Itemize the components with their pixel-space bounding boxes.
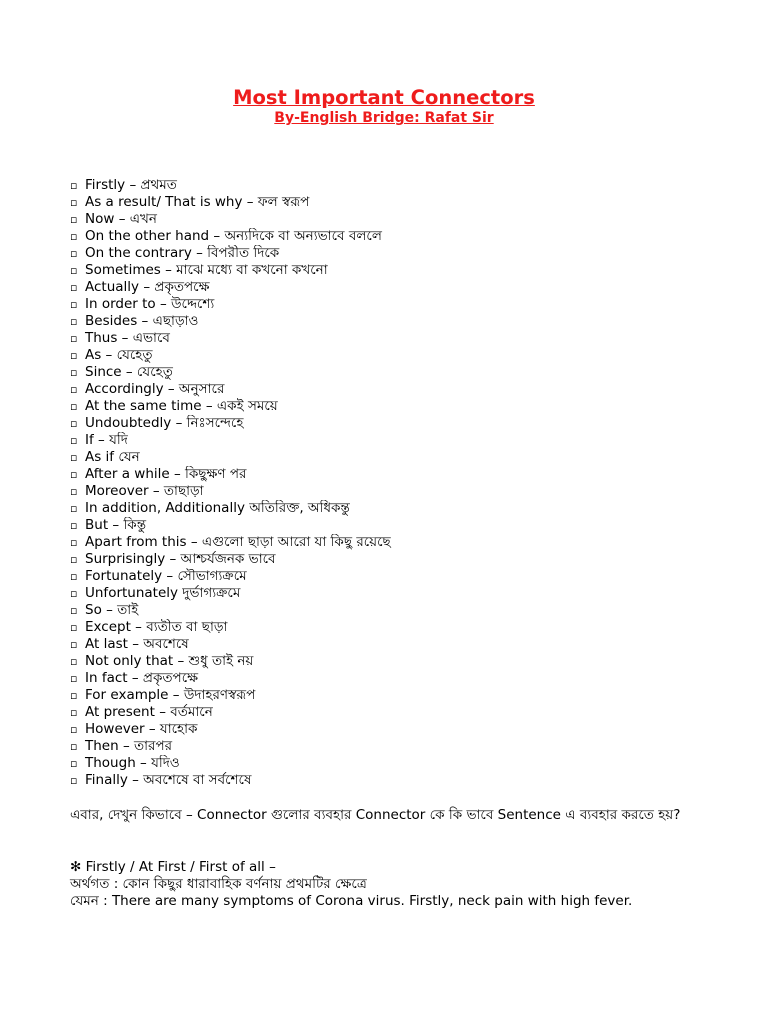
- connector-item: [70, 500, 710, 517]
- connector-text: In addition, Additionally অতিরিক্ত, অধিকন্তু: [85, 500, 350, 516]
- bullet-icon: ▫: [70, 315, 78, 328]
- bullet-icon: ▫: [70, 604, 78, 617]
- connector-item: [70, 432, 710, 449]
- bullet-icon: ▫: [70, 434, 78, 447]
- bullet-icon: ▫: [70, 638, 78, 651]
- connector-text: Thus – এভাবে: [85, 330, 170, 346]
- connector-item: [70, 296, 710, 313]
- connector-item: [70, 687, 710, 704]
- bullet-icon: ▫: [70, 468, 78, 481]
- connector-item: [70, 568, 710, 585]
- connector-text: At last – অবশেষে: [85, 636, 189, 652]
- connector-item: [70, 347, 710, 364]
- connector-text: Finally – অবশেষে বা সর্বশেষে: [85, 772, 252, 788]
- connector-text: Not only that – শুধু তাই নয়: [85, 653, 254, 669]
- connector-text: Now – এখন: [85, 211, 157, 227]
- bullet-icon: ▫: [70, 621, 78, 634]
- connector-text: In fact – প্রকৃতপক্ষে: [85, 670, 199, 686]
- bullet-icon: ▫: [70, 264, 78, 277]
- connector-item: [70, 517, 710, 534]
- section-heading: ✻ Firstly / At First / First of all –: [70, 859, 276, 875]
- connector-item: [70, 585, 710, 602]
- bullet-icon: ▫: [70, 689, 78, 702]
- bullet-icon: ▫: [70, 774, 78, 787]
- bullet-icon: ▫: [70, 230, 78, 243]
- bullet-icon: ▫: [70, 332, 78, 345]
- connector-item: [70, 721, 710, 738]
- connector-item: [70, 177, 710, 194]
- connector-item: [70, 772, 710, 789]
- bullet-icon: ▫: [70, 349, 78, 362]
- connector-item: [70, 381, 710, 398]
- bullet-icon: ▫: [70, 655, 78, 668]
- bullet-icon: ▫: [70, 519, 78, 532]
- bullet-icon: ▫: [70, 417, 78, 430]
- connector-text: Apart from this – এগুলো ছাড়া আরো যা কিছু রয়েছে: [85, 534, 391, 550]
- bullet-icon: ▫: [70, 553, 78, 566]
- connector-text: As a result/ That is why – ফল স্বরূপ: [85, 194, 310, 210]
- connector-text: However – যাহোক: [85, 721, 198, 737]
- connector-text: As if যেন: [85, 449, 140, 465]
- bullet-icon: ▫: [70, 179, 78, 192]
- document-subtitle: By-English Bridge: Rafat Sir: [274, 110, 494, 126]
- connector-text: Though – যদিও: [85, 755, 180, 771]
- bullet-icon: ▫: [70, 536, 78, 549]
- connector-item: [70, 653, 710, 670]
- bullet-icon: ▫: [70, 740, 78, 753]
- connector-text: On the other hand – অন্যদিকে বা অন্যভাবে বললে: [85, 228, 382, 244]
- connector-text: For example – উদাহরণস্বরূপ: [85, 687, 256, 703]
- connector-item: [70, 330, 710, 347]
- bullet-icon: ▫: [70, 196, 78, 209]
- bullet-icon: ▫: [70, 706, 78, 719]
- connector-text: Fortunately – সৌভাগ্যক্রমে: [85, 568, 247, 584]
- connector-item: [70, 755, 710, 772]
- connector-item: [70, 619, 710, 636]
- connector-item: [70, 704, 710, 721]
- connector-item: [70, 670, 710, 687]
- connector-item: [70, 245, 710, 262]
- connector-text: Except – ব্যতীত বা ছাড়া: [85, 619, 228, 635]
- bullet-icon: ▫: [70, 451, 78, 464]
- connector-text: At present – বর্তমানে: [85, 704, 213, 720]
- connector-text: Then – তারপর: [85, 738, 173, 754]
- bullet-icon: ▫: [70, 723, 78, 736]
- bullet-icon: ▫: [70, 672, 78, 685]
- connector-item: [70, 364, 710, 381]
- connector-text: If – যদি: [85, 432, 128, 448]
- connector-text: Unfortunately দুর্ভাগ্যক্রমে: [85, 585, 241, 601]
- connector-item: [70, 415, 710, 432]
- connector-item: [70, 262, 710, 279]
- bullet-icon: ▫: [70, 298, 78, 311]
- connector-item: [70, 466, 710, 483]
- bullet-icon: ▫: [70, 570, 78, 583]
- bullet-icon: ▫: [70, 213, 78, 226]
- connector-text: But – কিন্তু: [85, 517, 147, 533]
- connector-item: [70, 534, 710, 551]
- bullet-icon: ▫: [70, 366, 78, 379]
- connector-text: Accordingly – অনুসারে: [85, 381, 225, 397]
- bullet-icon: ▫: [70, 281, 78, 294]
- meaning-line: অর্থগত : কোন কিছুর ধারাবাহিক বর্ণনায় প্রথমটির ক্ষেত্রে: [70, 876, 367, 892]
- connector-item: [70, 194, 710, 211]
- connector-text: Firstly – প্রথমত: [85, 177, 177, 193]
- connector-text: So – তাই: [85, 602, 139, 618]
- connector-item: [70, 602, 710, 619]
- connector-item: [70, 228, 710, 245]
- connector-item: [70, 449, 710, 466]
- connector-item: [70, 211, 710, 228]
- intro-paragraph: এবার, দেখুন কিভাবে – Connector গুলোর ব্যবহার Connector কে কি ভাবে Sentence এ ব্যবহার করতে হয়?: [70, 807, 681, 823]
- connector-item: [70, 313, 710, 330]
- connector-item: [70, 398, 710, 415]
- connector-item: [70, 279, 710, 296]
- connector-text: Sometimes – মাঝে মধ্যে বা কখনো কখনো: [85, 262, 328, 278]
- connector-text: Actually – প্রকৃতপক্ষে: [85, 279, 210, 295]
- bullet-icon: ▫: [70, 383, 78, 396]
- bullet-icon: ▫: [70, 247, 78, 260]
- connector-text: On the contrary – বিপরীত দিকে: [85, 245, 280, 261]
- bullet-icon: ▫: [70, 400, 78, 413]
- connector-text: In order to – উদ্দেশ্যে: [85, 296, 215, 312]
- connector-text: As – যেহেতু: [85, 347, 153, 363]
- connector-item: [70, 551, 710, 568]
- example-line: যেমন : There are many symptoms of Corona virus. Firstly, neck pain with high fever.: [70, 893, 633, 909]
- connector-text: Besides – এছাড়াও: [85, 313, 199, 329]
- bullet-icon: ▫: [70, 485, 78, 498]
- connector-text: After a while – কিছুক্ষণ পর: [85, 466, 247, 482]
- bullet-icon: ▫: [70, 502, 78, 515]
- connector-list: [70, 177, 710, 789]
- connector-item: [70, 483, 710, 500]
- connector-text: Moreover – তাছাড়া: [85, 483, 204, 499]
- connector-item: [70, 636, 710, 653]
- connector-text: At the same time – একই সময়ে: [85, 398, 278, 414]
- connector-text: Surprisingly – আশ্চর্যজনক ভাবে: [85, 551, 276, 567]
- bullet-icon: ▫: [70, 587, 78, 600]
- connector-item: [70, 738, 710, 755]
- connector-text: Since – যেহেতু: [85, 364, 173, 380]
- bullet-icon: ▫: [70, 757, 78, 770]
- connector-text: Undoubtedly – নিঃসন্দেহে: [85, 415, 244, 431]
- document-title: Most Important Connectors: [233, 86, 535, 109]
